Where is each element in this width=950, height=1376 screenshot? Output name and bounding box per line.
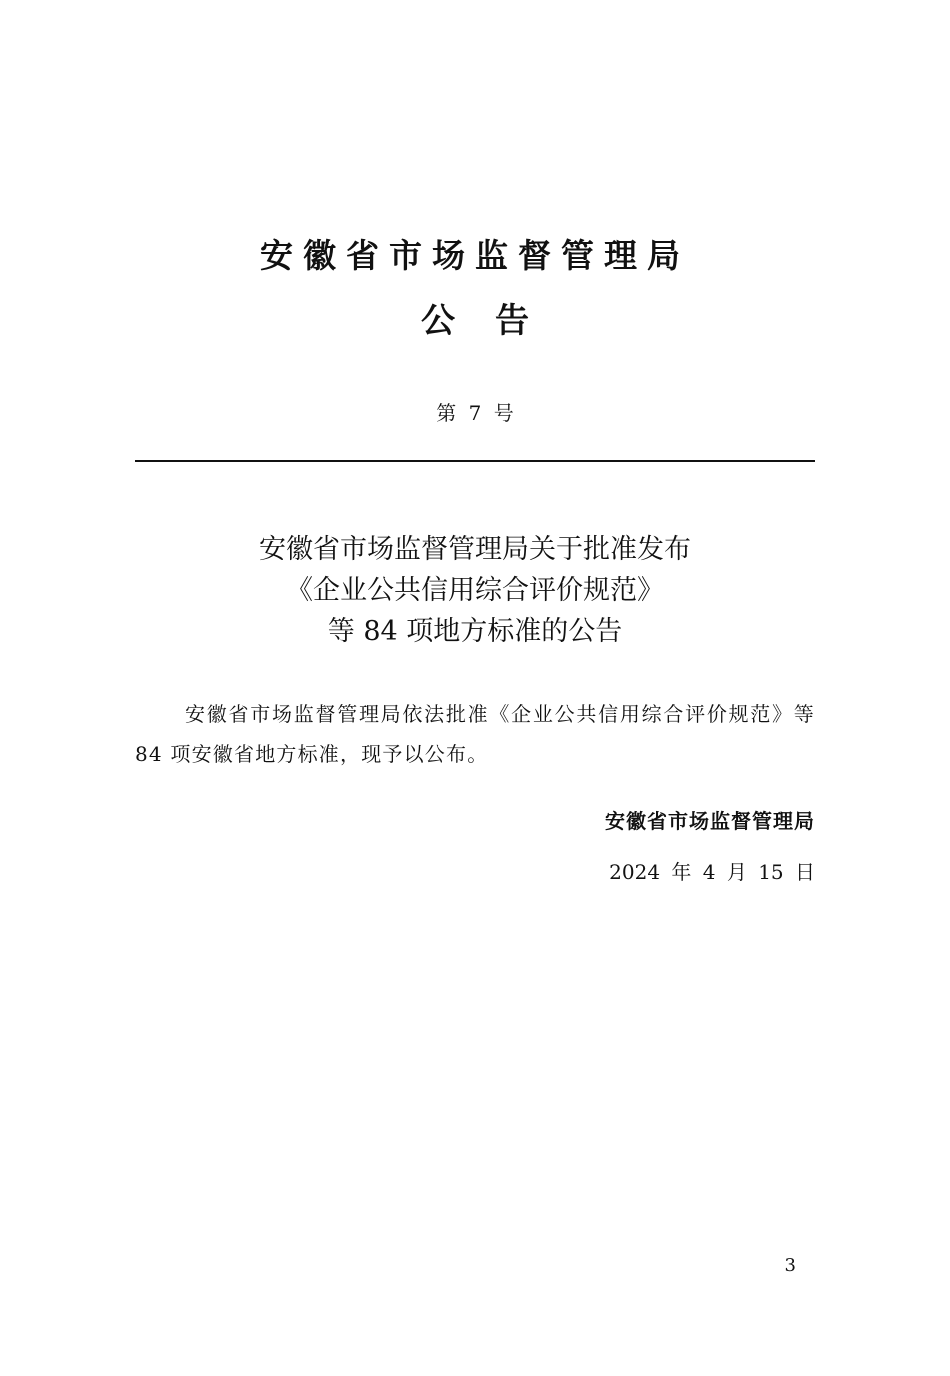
page-number: 3 xyxy=(784,1255,796,1276)
document-number: 第 7 号 xyxy=(436,401,514,425)
title-line-1: 安徽省市场监督管理局关于批准发布 xyxy=(259,534,691,565)
body-paragraph: 安徽省市场监督管理局依法批准《企业公共信用综合评价规范》等 84 项安徽省地方标准，现予以公布。 xyxy=(135,702,815,766)
signature-organization: 安徽省市场监督管理局 xyxy=(605,809,815,833)
document-type-heading: 公告 xyxy=(421,301,569,341)
title-line-3: 等 84 项地方标准的公告 xyxy=(327,616,623,647)
issuer-heading: 安徽省市场监督管理局 xyxy=(260,236,690,275)
announcement-title xyxy=(0,529,950,652)
header-divider xyxy=(135,460,815,462)
title-line-2: 《企业公共信用综合评价规范》 xyxy=(286,575,664,606)
signature-date: 2024 年 4 月 15 日 xyxy=(609,860,815,884)
